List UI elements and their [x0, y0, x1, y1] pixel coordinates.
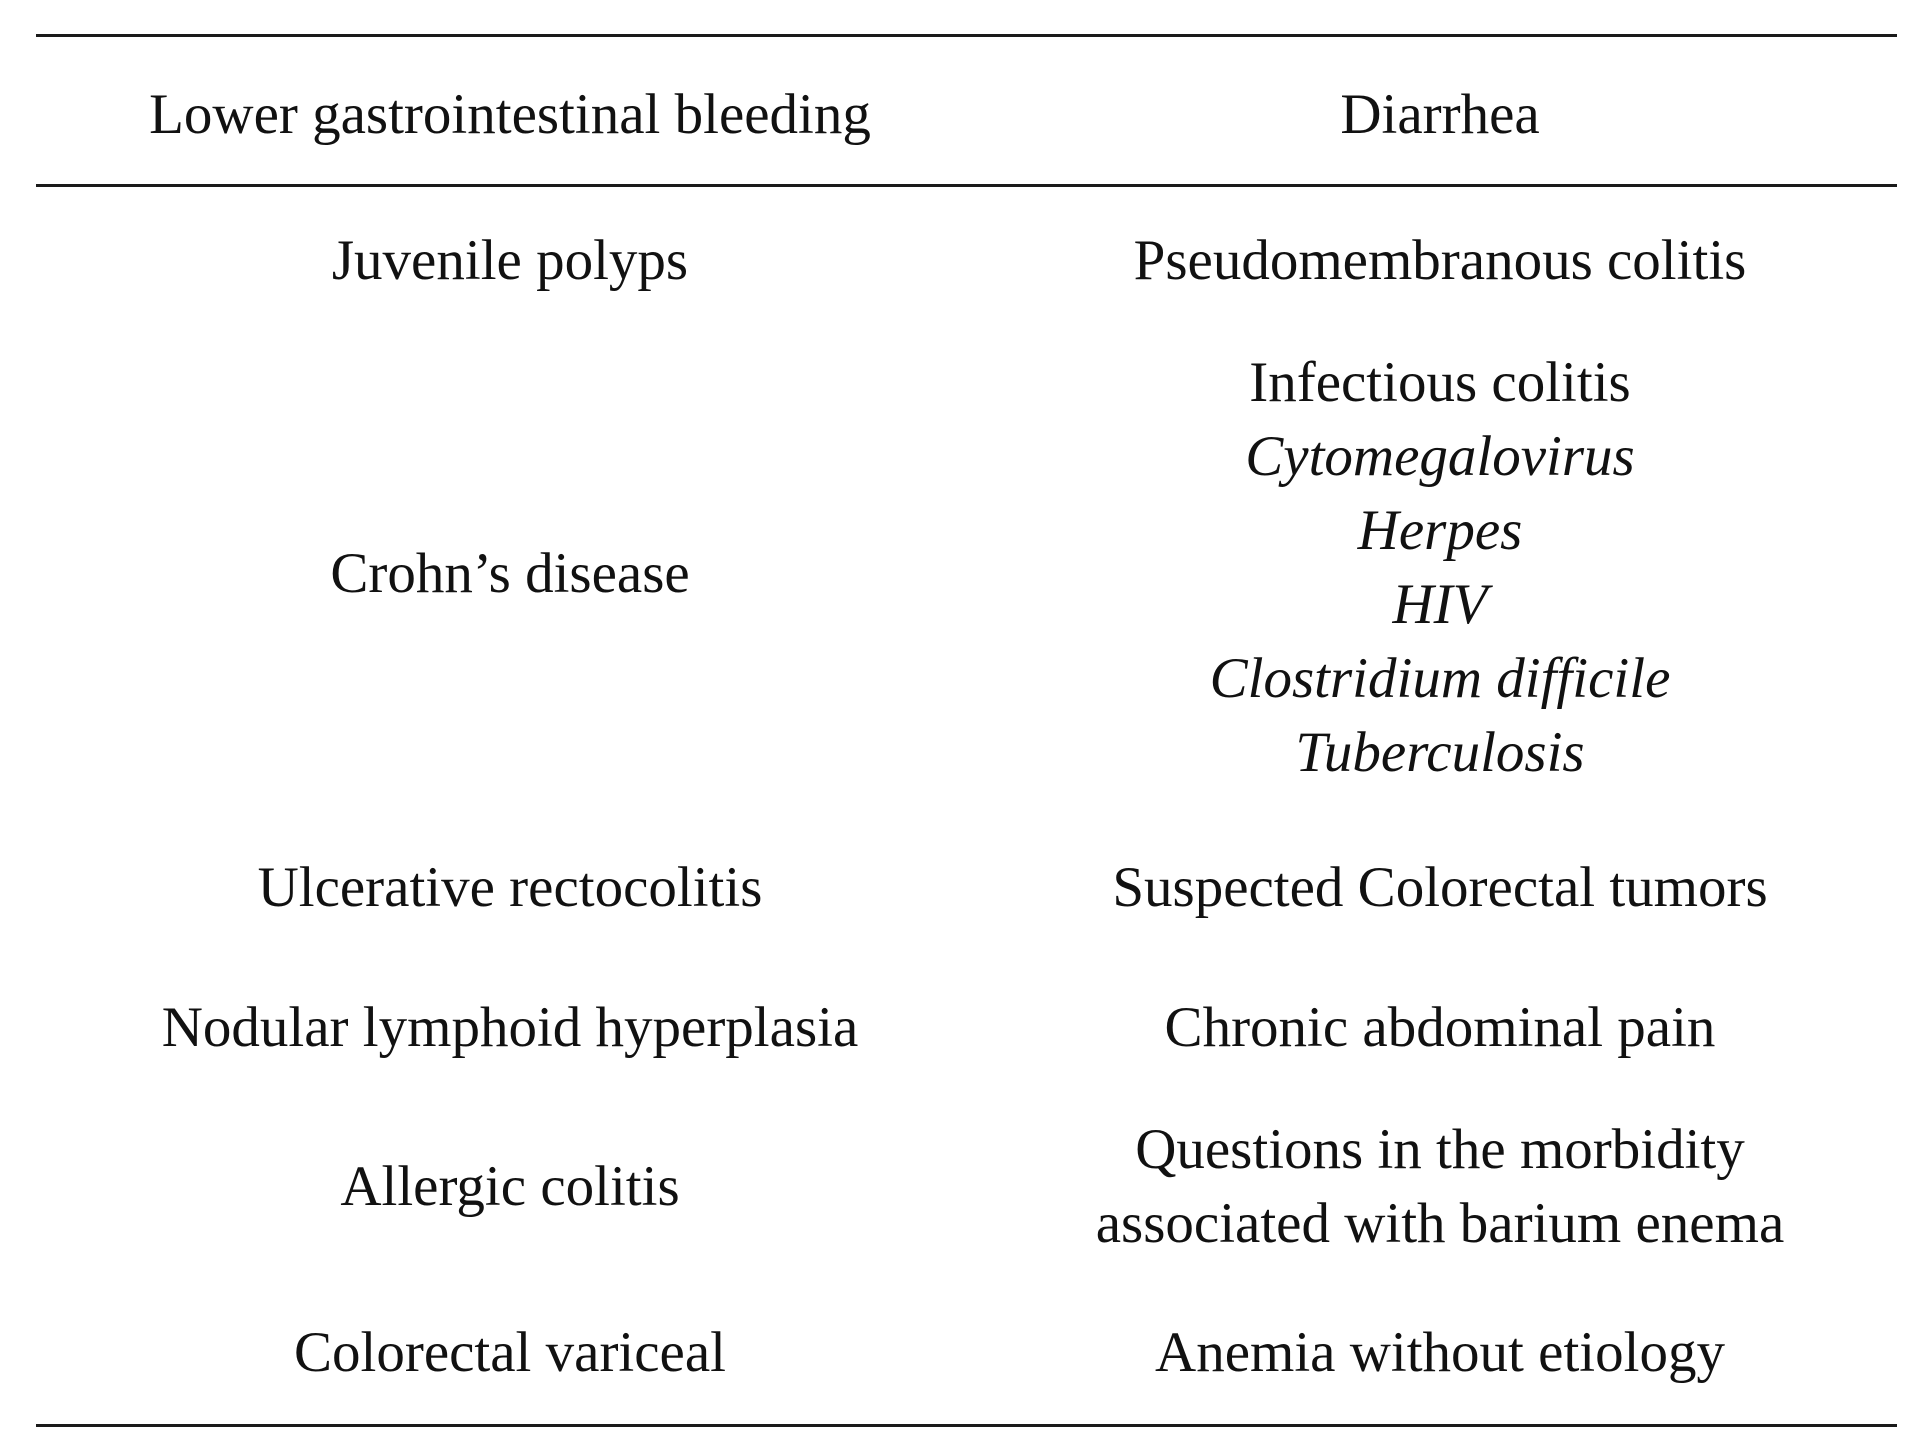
row-5-line-1: Questions in the morbidity	[1135, 1118, 1745, 1181]
table-row-4-col2: Chronic abdominal pain	[1164, 996, 1716, 1059]
table-row-4-col1: Nodular lymphoid hyperplasia	[161, 996, 859, 1059]
table-row-6-col2: Anemia without etiology	[1155, 1321, 1725, 1384]
header-lower-gi-bleeding: Lower gastrointestinal bleeding	[149, 83, 871, 146]
table-row-6-col1: Colorectal variceal	[293, 1321, 726, 1384]
table-row-2-col1: Crohn’s disease	[330, 542, 690, 605]
table-row-3-col1: Ulcerative rectocolitis	[257, 856, 763, 919]
table-row-5-col2	[1000, 1113, 1880, 1261]
row-2-line-infectious-colitis: Infectious colitis	[1249, 351, 1631, 414]
row-2-line-herpes: Herpes	[1357, 499, 1523, 562]
table-row-5-col1: Allergic colitis	[340, 1155, 680, 1218]
row-2-line-clostridium-difficile: Clostridium difficile	[1209, 647, 1671, 710]
table-row-2-col2	[1000, 346, 1880, 790]
row-5-line-2: associated with barium enema	[1095, 1192, 1785, 1255]
bottom-rule	[36, 1424, 1897, 1427]
top-rule	[36, 34, 1897, 37]
row-2-line-cytomegalovirus: Cytomegalovirus	[1245, 425, 1635, 488]
row-2-line-tuberculosis: Tuberculosis	[1295, 721, 1585, 784]
header-diarrhea: Diarrhea	[1340, 83, 1540, 146]
header-rule	[36, 184, 1897, 187]
table-row-1-col1: Juvenile polyps	[331, 229, 689, 292]
row-2-line-hiv: HIV	[1392, 573, 1488, 636]
table-row-3-col2: Suspected Colorectal tumors	[1112, 856, 1768, 919]
table-row-1-col2: Pseudomembranous colitis	[1133, 229, 1747, 292]
